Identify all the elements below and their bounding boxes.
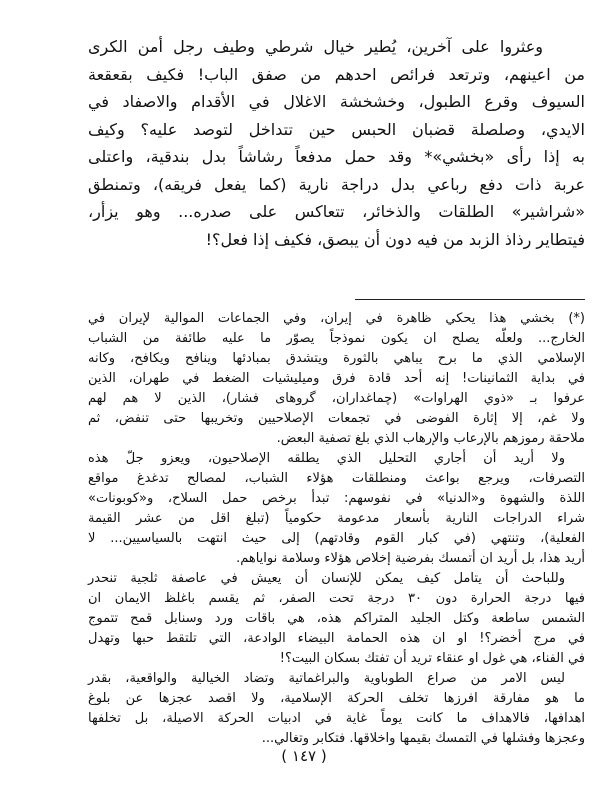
- footnote-line: في مرج أخضر؟! او ان هذه الحمامة البيضاء الوادعة، التي تلتقط حبها وتهدل: [88, 631, 585, 646]
- footnote-line: فيها درجة الحرارة دون ٣٠ درجة تحت الصفر، ثم يقسم باغلظ الايمان ان: [88, 591, 585, 606]
- footnote-line: شراء الدراجات النارية بأسعار مدعومة حكومياً (تبلغ اقل من عشر القيمة: [88, 511, 585, 526]
- main-line: عربة ذات دفع رباعي بدل دراجة نارية (كما يفعل فريقه)، وتمنطق: [88, 174, 585, 194]
- footnote-divider: [355, 299, 585, 300]
- footnote-line: الشمس ساطعة وكتل الجليد المتراكم هذه، هي باقات ورد وسنابل قمح تتموج: [88, 611, 585, 626]
- main-text: [88, 33, 585, 253]
- footnote-line: وللباحث أن يتامل كيف يمكن للإنسان أن يعيش في عاصفة ثلجية تنحدر: [88, 571, 565, 586]
- footnote-line: عرفوا بـ «ذوي الهراوات» (چماغداران، گروهای فشار)، الذين لا هم لهم: [88, 391, 585, 406]
- footnote-line: في الفناء، هي غول او عنقاء تريد أن تفتك بسكان البيت؟!: [279, 651, 585, 666]
- footnote-line: ما هو مفارقة افرزها تخلف الحركة الإسلامية، ولا اقصد عجزها عن بلوغ: [88, 691, 585, 706]
- footnote-line: ولا أريد أن أجاري التحليل الذي يطلقه الإصلاحيون، ويعزو جلّ هذه: [88, 451, 565, 466]
- footnote-line: أريد هذا، بل أريد ان أتمسك بفرضية إخلاص هؤلاء وسلامة نواياهم.: [236, 551, 585, 566]
- main-line: «شراشير» الطلقات والذخائر، تتعاكس على صدره... وهو يزأر،: [88, 202, 585, 221]
- footnote-line: (*) بخشي هذا يحكي ظاهرة في إيران، وفي الجماعات الموالية لإيران في: [88, 311, 585, 326]
- footnote-line: الفعلية)، وتنتهي (في كبار القوم وقادتهم) إلى حيث انتهت بالسياسيين... لا: [88, 531, 585, 546]
- main-line: فيتطاير رذاذ الزبد من فيه دون أن يبصق، فكيف إذا فعل؟!: [205, 229, 585, 249]
- footnote-line: وعجزها وفشلها في التمسك بقيمها واخلاقها. فتكابر وتغالي...: [261, 731, 585, 746]
- footnote-line: الخارج... ولعلّه يصلح ان يكون نموذجاً يصوّر ما عليه طائفة من الشباب: [88, 331, 585, 346]
- footnote-line: اهدافها، فالاهداف ما كانت يوماً غاية في ادبيات الحركة الاصيلة، بل تخلفها: [88, 711, 585, 726]
- main-line: السيوف وقرع الطبول، وخشخشة الاغلال في الأقدام والاصفاد في: [88, 92, 585, 111]
- main-line: من اعينهم، وترتعد فرائص احدهم من صفق الباب! فكيف بقعقعة: [88, 64, 585, 84]
- main-line: به إذا رأى «بخشي»* وقد حمل مدفعاً رشاشاً بدل بندقية، واعتلى: [88, 147, 585, 166]
- footnote-line: ليس الامر من صراع الطوباوية والبراغماتية وتضاد الخيالية والواقعية، بقدر: [88, 671, 565, 686]
- main-line: الايدي، وصلصلة قضبان الحبس حين تتداخل لتوصد عليه؟ وكيف: [88, 119, 585, 139]
- footnote-line: الإسلامي الذي ما برح يباهي بالثورة ويتشدق بمبادئها وينافح ويكافح، وكانه: [88, 351, 585, 366]
- footnote-line: اللذة والشهوة و«الدنيا» في نفوسهم: تبدأ برخص حمل السلاح، و«كوبونات»: [88, 491, 585, 506]
- footnote-line: التصرفات، ويرجع بواعث ومنطلقات هؤلاء الشباب، لمصالح تدغدغ مواقع: [88, 471, 585, 486]
- footnote-line: ملاحقة رموزهم بالإرعاب والإرهاب الذي بلغ تصفية البعض.: [276, 431, 585, 446]
- footnote-line: في بداية الثمانينات! إنه أحد قادة فرق وميليشيات الضغط في طهران، الذين: [88, 371, 585, 386]
- footnote-line: ولا غم، إلا إثارة الفوضى في تجمعات الإصلاحيين وتخريبها حتى تنفض، ثم: [88, 411, 585, 426]
- page-number: ( ١٤٧ ): [281, 747, 327, 765]
- main-line: وعثروا على آخرين، يُطير خيال شرطي وطيف رجل أمن الكرى: [88, 37, 543, 56]
- footnote: [88, 309, 585, 749]
